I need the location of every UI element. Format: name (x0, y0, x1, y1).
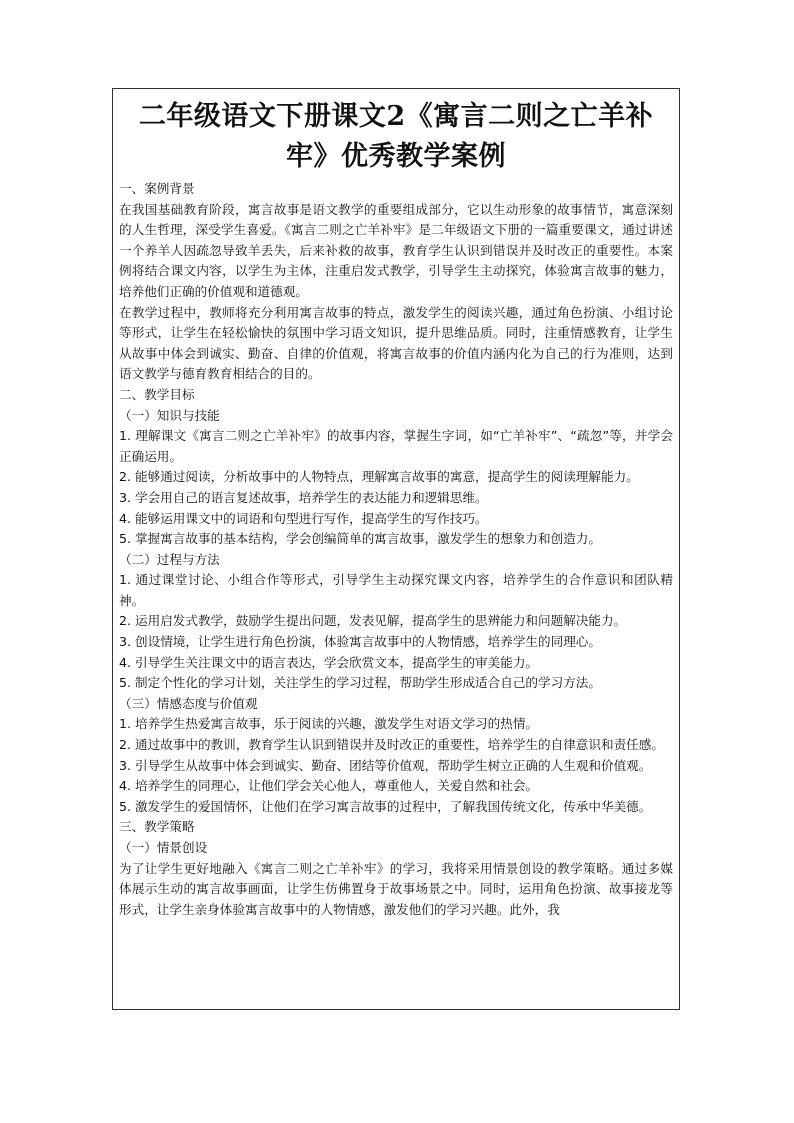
list-item: 3. 学会用自己的语言复述故事，培养学生的表达能力和逻辑思维。 (119, 489, 488, 505)
document-body (113, 179, 679, 920)
list-item: 1. 培养学生热爱寓言故事，乐于阅读的兴趣，激发学生对语文学习的热情。 (119, 716, 539, 732)
body-paragraph: 在我国基础教育阶段，寓言故事是语文教学的重要组成部分，它以生动形象的故事情节，寓意深刻的人生哲理，深受学生喜爱。《寓言二则之亡羊补牢》是二年级语文下册的一篇重要课文，通过讲述一个养羊人因疏忽导致羊丢失，后来补救的故事，教育学生认识到错误并及时改正的重要性。本案例将结合课文内容，以学生为主体，注重启发式教学，引导学生主动探究，体验寓言故事的魅力，培养他们正确的价值观和道德观。 (119, 201, 673, 299)
list-item: 2. 通过故事中的教训，教育学生认识到错误并及时改正的重要性，培养学生的自律意识和责任感。 (119, 737, 664, 753)
list-item: 4. 培养学生的同理心，让他们学会关心他人，尊重他人，关爱自然和社会。 (119, 778, 539, 794)
list-item: 5. 制定个性化的学习计划，关注学生的学习过程，帮助学生形成适合自己的学习方法。 (119, 675, 601, 691)
list-item: 3. 创设情境，让学生进行角色扮演，体验寓言故事中的人物情感，培养学生的同理心。 (119, 634, 601, 650)
list-item: 5. 掌握寓言故事的基本结构，学会创编简单的寓言故事，激发学生的想象力和创造力。 (119, 531, 601, 547)
list-item: 2. 运用启发式教学，鼓励学生提出问题，发表见解，提高学生的思辨能力和问题解决能力。 (119, 613, 627, 629)
list-item: 3. 引导学生从故事中体会到诚实、勤奋、团结等价值观，帮助学生树立正确的人生观和价值观。 (119, 757, 652, 773)
list-item: 5. 激发学生的爱国情怀，让他们在学习寓言故事的过程中，了解我国传统文化，传承中华美德。 (119, 798, 652, 814)
list-item: 1. 理解课文《寓言二则之亡羊补牢》的故事内容，掌握生字词，如“亡羊补牢”、“疏忽”等，并学会正确运用。 (119, 428, 673, 464)
list-item: 2. 能够通过阅读，分析故事中的人物特点，理解寓言故事的寓意，提高学生的阅读理解能力。 (119, 469, 639, 485)
section-heading: 三、教学策略 (119, 819, 195, 835)
document-frame (112, 88, 680, 1010)
subsection-heading: （一）知识与技能 (119, 407, 220, 423)
body-paragraph: 在教学过程中，教师将充分利用寓言故事的特点，激发学生的阅读兴趣，通过角色扮演、小组讨论等形式，让学生在轻松愉快的氛围中学习语文知识，提升思维品质。同时，注重情感教育，让学生从故事中体会到诚实、勤奋、自律的价值观，将寓言故事的价值内涵内化为自己的行为准则，达到语文教学与德育教育相结合的目的。 (119, 304, 673, 382)
subsection-heading: （一）情景创设 (119, 840, 208, 855)
document-title: 二年级语文下册课文2《寓言二则之亡羊补牢》优秀教学案例 (138, 101, 654, 172)
section-heading: 一、案例背景 (119, 181, 195, 196)
section-heading: 二、教学目标 (119, 386, 195, 402)
subsection-heading: （二）过程与方法 (119, 551, 220, 567)
list-item: 1. 通过课堂讨论、小组合作等形式，引导学生主动探究课文内容，培养学生的合作意识和团队精神。 (119, 572, 673, 608)
body-paragraph: 为了让学生更好地融入《寓言二则之亡羊补牢》的学习，我将采用情景创设的教学策略。通过多媒体展示生动的寓言故事画面，让学生仿佛置身于故事场景之中。同时，运用角色扮演、故事接龙等形式，让学生亲身体验寓言故事中的人物情感，激发他们的学习兴趣。此外，我 (119, 860, 673, 917)
list-item: 4. 引导学生关注课文中的语言表达，学会欣赏文本，提高学生的审美能力。 (119, 654, 539, 670)
list-item: 4. 能够运用课文中的词语和句型进行写作，提高学生的写作技巧。 (119, 510, 488, 526)
subsection-heading: （三）情感态度与价值观 (119, 695, 258, 711)
